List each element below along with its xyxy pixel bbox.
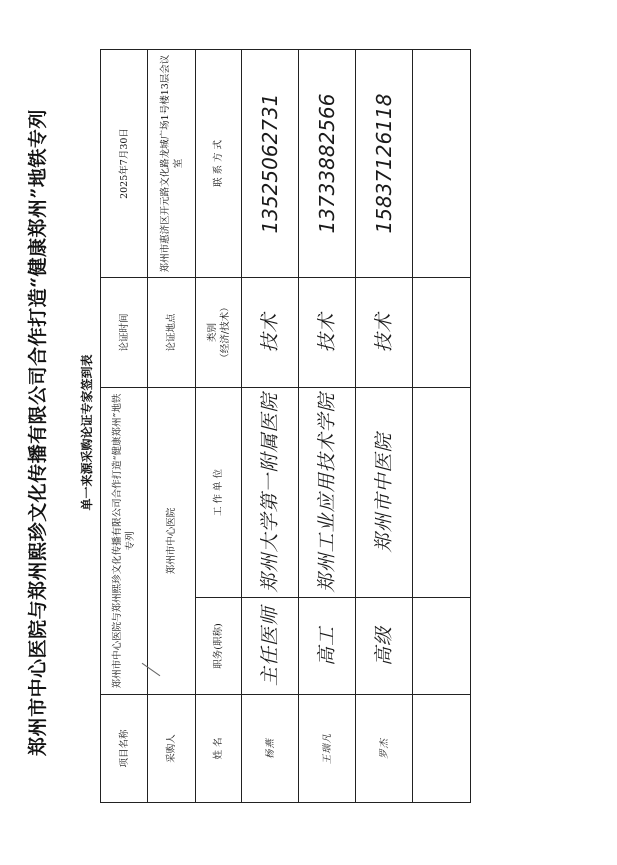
sign-in-table <box>100 49 471 803</box>
table-row <box>413 50 471 803</box>
signature-title: 主任医师 <box>242 598 299 695</box>
signature-title: 高级 <box>356 598 413 695</box>
signature-unit: 郑州工业应用技术学院 <box>299 388 356 598</box>
table-row <box>299 50 356 803</box>
header-category: 类别 （经济/技术） <box>196 278 242 388</box>
table-row <box>242 50 299 803</box>
empty-cell <box>413 695 471 803</box>
document-title: 郑州市中心医院与郑州熙珍文化传播有限公司合作打造“健康郑州”地铁专列 <box>27 109 49 756</box>
project-row <box>101 50 148 803</box>
buyer-value: 郑州市中心医院 <box>148 388 196 695</box>
signature-name: 王瑞凡 <box>299 695 356 803</box>
header-title: 职务(职称) <box>196 598 242 695</box>
signature-contact: 15837126118 <box>356 50 413 278</box>
signature-category: 技术 <box>242 278 299 388</box>
date-label: 论证时间 <box>101 278 148 388</box>
table-row <box>356 50 413 803</box>
document-subtitle: 单一来源采购论证专家签到表 <box>80 354 94 511</box>
header-name: 姓 名 <box>196 695 242 803</box>
header-row <box>196 50 242 803</box>
header-contact: 联 系 方 式 <box>196 50 242 278</box>
signature-contact: 13733882566 <box>299 50 356 278</box>
project-name-label: 项目名称 <box>101 695 148 803</box>
empty-cell <box>413 388 471 598</box>
empty-cell <box>413 598 471 695</box>
buyer-row <box>148 50 196 803</box>
empty-cell <box>413 50 471 278</box>
signature-name: 杨燕 <box>242 695 299 803</box>
signature-category: 技术 <box>356 278 413 388</box>
signature-category: 技术 <box>299 278 356 388</box>
signature-contact: 13525062731 <box>242 50 299 278</box>
date-value: 2025年7月30日 <box>101 50 148 278</box>
signature-title: 高工 <box>299 598 356 695</box>
header-unit: 工 作 单 位 <box>196 388 242 598</box>
empty-cell <box>413 278 471 388</box>
signature-unit: 郑州大学第一附属医院 <box>242 388 299 598</box>
signature-unit: 郑州市中医院 <box>356 388 413 598</box>
location-label: 论证地点 <box>148 278 196 388</box>
project-name-value: 郑州市中心医院与郑州熙珍文化传播有限公司合作打造“健康郑州”地铁专列 <box>101 388 148 695</box>
buyer-label: 采购人 <box>148 695 196 803</box>
signature-name: 罗杰 <box>356 695 413 803</box>
location-value: 郑州市惠济区开元路文化路龙城广场1号楼13层会议室 <box>148 50 196 278</box>
